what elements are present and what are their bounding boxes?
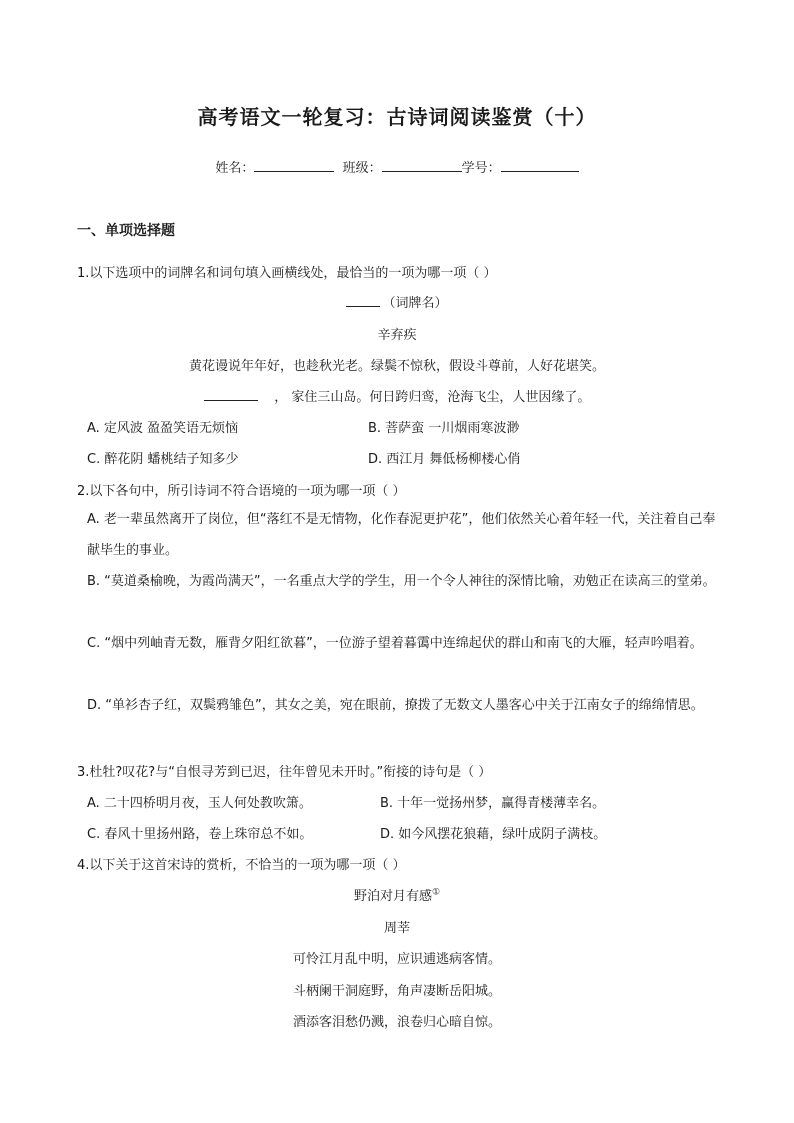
name-field[interactable] (254, 157, 334, 172)
q1-option-d[interactable]: D. 西江月 舞低杨柳楼心俏 (368, 452, 521, 467)
student-info-row (0, 157, 794, 176)
q4-poem-title: 野泊对月有感 (353, 889, 432, 904)
cipai-hint: （词牌名） (382, 296, 448, 311)
q4-footnote-mark: ① (431, 887, 441, 898)
q1-option-a[interactable]: A. 定风波 盈盈笑语无烦恼 (87, 421, 239, 436)
id-label: 学号： (461, 161, 501, 176)
cipai-blank (346, 293, 380, 307)
question-1-stem: 1.以下选项中的词牌名和词句填入画横线处，最恰当的一项为哪一项（ ） (77, 266, 497, 281)
q2-option-a[interactable]: A. 老一辈虽然离开了岗位，但“落红不是无情物，化作春泥更护花”，他们依然关心着年轻一代，关注着自己奉献毕生的事业。 (87, 512, 716, 558)
question-3-stem: 3.杜牡?叹花?与“自恨寻芳到已迟，往年曾见未开时。”衔接的诗句是（ ） (77, 765, 492, 780)
q1-option-c[interactable]: C. 醉花阴 蟠桃结子知多少 (87, 452, 239, 467)
question-1-line-1: 黄花谩说年年好，也趁秋光老。绿鬓不惊秋，假设斗尊前，人好花堪笑。 (188, 359, 605, 374)
q2-option-b[interactable]: B. “莫道桑榆晚，为霞尚满天”，一名重点大学的学生，用一个令人神往的深情比喻，劝勉正在读高三的堂弟。 (87, 574, 716, 589)
q3-option-c[interactable]: C. 春风十里扬州路，卷上珠帘总不如。 (87, 827, 313, 842)
q4-poem-line-1: 可怜江月乱中明，应识逋逃病客情。 (292, 952, 501, 967)
q4-poem-author: 周莘 (383, 921, 410, 936)
id-field[interactable] (501, 157, 579, 172)
question-1-author: 辛弃疾 (377, 328, 417, 343)
section-heading: 一、单项选择题 (77, 223, 175, 239)
q2-option-d[interactable]: D. “单衫杏子红，双鬓鸦雏色”，其女之美，宛在眼前，撩拨了无数文人墨客心中关于江南女子的绵绵情思。 (87, 698, 704, 713)
q3-option-b[interactable]: B. 十年一觉扬州梦，赢得青楼薄幸名。 (380, 796, 606, 811)
line-blank (204, 387, 258, 401)
class-label: 班级： (342, 161, 382, 176)
question-2-stem: 2.以下各句中，所引诗词不符合语境的一项为哪一项（ ） (77, 484, 406, 499)
q2-option-c[interactable]: C. “烟中列岫青无数，雁背夕阳红欲暮”，一位游子望着暮霭中连绵起伏的群山和南飞的大雁，轻声吟唱着。 (87, 636, 703, 651)
q4-poem-line-2: 斗柄阑干洞庭野，角声凄断岳阳城。 (292, 984, 501, 999)
question-1-cipai (0, 292, 794, 311)
q4-poem-line-3: 酒添客泪愁仍溅，浪卷归心暗自惊。 (292, 1015, 501, 1030)
class-field[interactable] (382, 157, 462, 172)
q3-option-a[interactable]: A. 二十四桥明月夜，玉人何处教吹箫。 (87, 796, 312, 811)
q3-option-d[interactable]: D. 如今风摆花狼藉，绿叶成阴子满枝。 (380, 827, 607, 842)
q4-poem-title-row (0, 885, 794, 904)
question-4-stem: 4.以下关于这首宋诗的赏析，不恰当的一项为哪一项（ ） (77, 858, 406, 873)
name-label: 姓名： (215, 161, 255, 176)
question-1-line-2: ， 家住三山岛。何日跨归鸾，沧海飞尘，人世因缘了。 (0, 386, 794, 405)
q1-option-b[interactable]: B. 菩萨蛮 一川烟雨寒波渺 (368, 421, 520, 436)
page-title: 高考语文一轮复习：古诗词阅读鉴赏（十） (197, 105, 597, 129)
